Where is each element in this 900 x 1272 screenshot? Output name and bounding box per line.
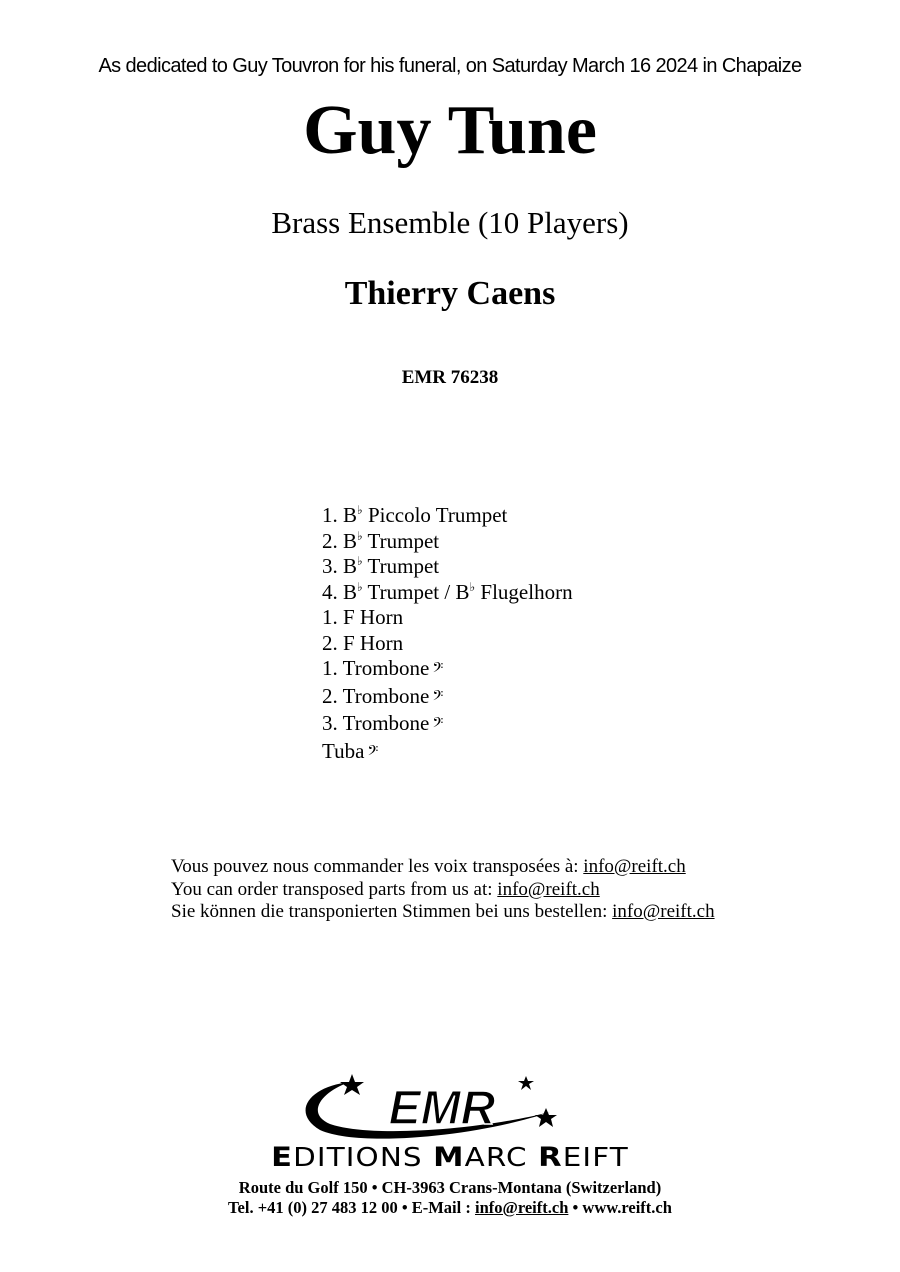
email-link[interactable]: info@reift.ch	[583, 856, 686, 877]
composer-name: Thierry Caens	[344, 275, 556, 312]
instrument-item: 3. B♭ Trumpet	[322, 554, 440, 578]
order-info	[171, 856, 715, 924]
instrument-item: 2. F Horn	[322, 630, 404, 655]
instrument-item: Tuba 𝄢	[322, 738, 379, 763]
instrument-item: 1. B♭ Piccolo Trumpet	[322, 503, 508, 527]
bass-clef-icon: 𝄢	[432, 715, 444, 735]
instrument-item: 2. B♭ Trumpet	[322, 528, 440, 553]
emr-logo	[290, 1072, 570, 1142]
flat-sign: ♭	[357, 554, 363, 568]
address-line: Route du Golf 150 • CH-3963 Crans-Montana (Switzerland)	[238, 1178, 662, 1197]
flat-sign: ♭	[357, 528, 363, 543]
bass-clef-icon: 𝄢	[432, 660, 444, 680]
instrument-item: 3. Trombone 𝄢	[322, 711, 444, 735]
instrument-item: 4. B♭ Trumpet / B♭ Flugelhorn	[322, 579, 573, 604]
instrument-item: 1. Trombone 𝄢	[322, 656, 444, 680]
order-line-en: You can order transposed parts from us at: info@reift.ch	[171, 878, 600, 900]
email-link[interactable]: info@reift.ch	[612, 901, 715, 922]
contact-line: Tel. +41 (0) 27 483 12 00 • E-Mail : info@reift.ch • www.reift.ch	[228, 1198, 672, 1217]
page-title: Guy Tune	[303, 92, 597, 169]
publisher-name: EDITIONS MARC REIFT	[271, 1142, 629, 1173]
flat-sign: ♭	[357, 503, 363, 517]
publisher-contact	[0, 1178, 900, 1218]
ensemble-subtitle: Brass Ensemble (10 Players)	[271, 205, 629, 240]
bass-clef-icon: 𝄢	[432, 687, 444, 708]
flat-sign: ♭	[357, 579, 363, 594]
dedication-line: As dedicated to Guy Touvron for his funeral, on Saturday March 16 2024 in Chapaize	[98, 55, 802, 77]
logo-text: EMR	[388, 1082, 496, 1135]
order-line-de: Sie können die transponierten Stimmen bei uns bestellen: info@reift.ch	[171, 901, 715, 922]
email-link[interactable]: info@reift.ch	[474, 1198, 569, 1217]
instrument-list	[322, 503, 573, 766]
flat-sign: ♭	[469, 579, 476, 594]
bass-clef-icon: 𝄢	[367, 742, 379, 763]
catalog-number: EMR 76238	[401, 367, 499, 388]
instrument-item: 1. F Horn	[322, 605, 404, 629]
email-link[interactable]: info@reift.ch	[497, 878, 600, 900]
instrument-item: 2. Trombone 𝄢	[322, 683, 444, 708]
order-line-fr: Vous pouvez nous commander les voix transposées à: info@reift.ch	[171, 856, 686, 877]
